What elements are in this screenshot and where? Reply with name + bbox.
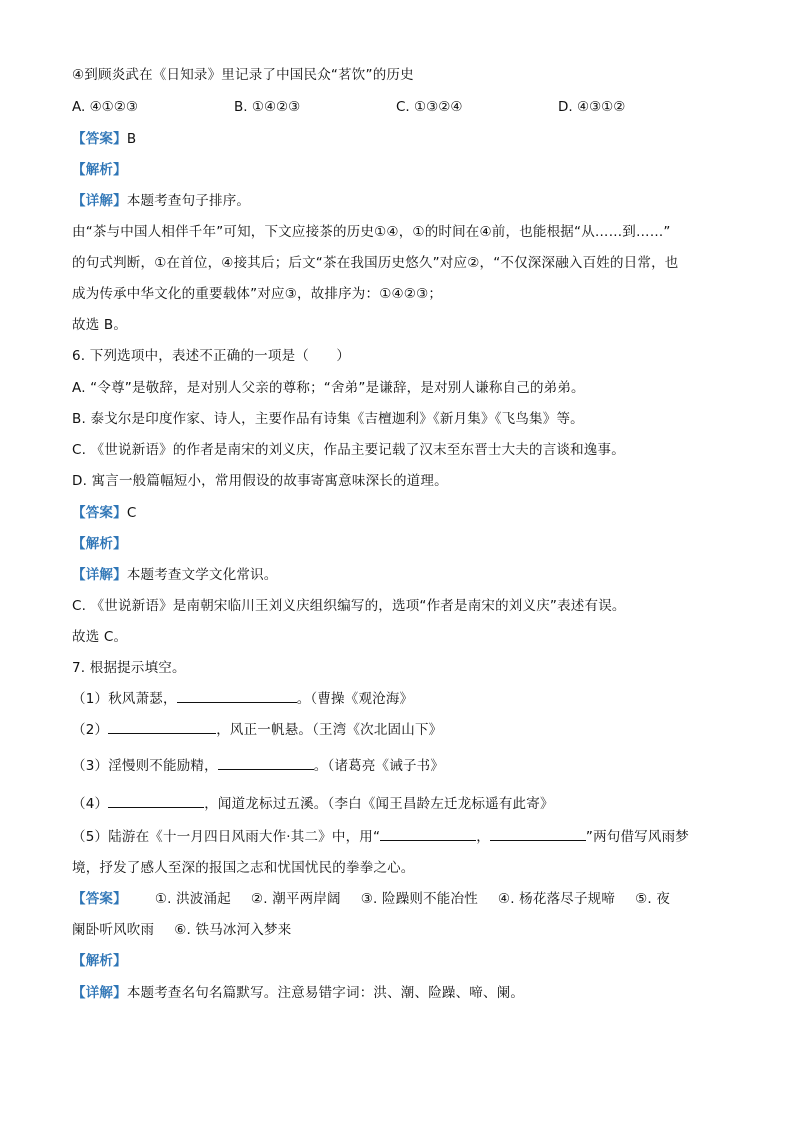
q6-conclusion: 故选 C。	[72, 629, 128, 645]
answer-tag: 【答案】	[72, 891, 127, 907]
q7-answer	[72, 890, 670, 908]
analysis-tag: 【解析】	[72, 536, 127, 552]
q7-item-5-continuation: 境，抒发了感人至深的报国之志和忧国忧民的拳拳之心。	[72, 860, 415, 876]
fill-blank	[218, 757, 314, 770]
fill-blank	[490, 828, 586, 841]
item-text: （3）淫慢则不能励精，	[72, 758, 218, 774]
q6-explanation-line: C. 《世说新语》是南朝宋临川王刘义庆组织编写的，选项“作者是南宋的刘义庆”表述有误。	[72, 598, 626, 614]
fill-blank	[380, 828, 476, 841]
question-5-item-4: ④到顾炎武在《日知录》里记录了中国民众“茗饮”的历史	[72, 67, 414, 83]
q5-answer	[72, 130, 136, 148]
item-text: ”两句借写风雨梦	[585, 829, 689, 845]
fill-blank	[177, 690, 297, 703]
detail-text: 本题考查文学文化常识。	[126, 567, 278, 583]
answer-blank-2: ②. 潮平两岸阔	[250, 891, 341, 907]
answer-blank-3: ③. 险躁则不能冶性	[360, 891, 478, 907]
detail-text: 本题考查名句名篇默写。注意易错字词：洪、潮、险躁、啼、阑。	[126, 985, 525, 1001]
item-text: （4）	[72, 796, 109, 812]
q7-item-4	[72, 795, 554, 813]
detail-text: 本题考查句子排序。	[126, 193, 251, 209]
answer-blank-6: ⑥. 铁马冰河入梦来	[174, 922, 292, 938]
item-separator: ，	[476, 829, 490, 845]
q7-analysis-heading	[72, 952, 127, 970]
q7-stem: 7. 根据提示填空。	[72, 660, 186, 676]
q6-option-b: B. 泰戈尔是印度作家、诗人，主要作品有诗集《吉檀迦利》《新月集》《飞鸟集》等。	[72, 411, 584, 427]
answer-value: C	[126, 505, 137, 521]
analysis-tag: 【解析】	[72, 162, 127, 178]
q7-item-3	[72, 757, 444, 775]
q5-conclusion: 故选 B。	[72, 317, 128, 333]
analysis-tag: 【解析】	[72, 953, 127, 969]
q5-option-d: D. ④③①②	[558, 99, 626, 115]
fill-blank	[108, 795, 204, 808]
q7-item-2	[72, 721, 442, 739]
q7-item-1	[72, 690, 413, 708]
q5-explanation-line: 成为传承中华文化的重要载体”对应③，故排序为：①④②③；	[72, 286, 443, 302]
q5-option-a: A. ④①②③	[72, 99, 138, 115]
item-source: ，闻道龙标过五溪。（李白《闻王昌龄左迁龙标遥有此寄》	[204, 796, 554, 812]
answer-blank-4: ④. 杨花落尽子规啼	[497, 891, 616, 907]
q6-option-d: D. 寓言一般篇幅短小，常用假设的故事寄寓意味深长的道理。	[72, 473, 448, 489]
item-source: 。（诸葛亮《诫子书》	[313, 758, 445, 774]
q7-item-5	[72, 828, 689, 846]
q5-explanation-line: 的句式判断，①在首位，④接其后；后文“茶在我国历史悠久”对应②，“不仅深深融入百姓的日常，也	[72, 255, 679, 271]
answer-blank-5: ⑤. 夜	[635, 891, 671, 907]
q6-detail	[72, 566, 278, 584]
q5-explanation-line: 由“茶与中国人相伴千年”可知，下文应接茶的历史①④，①的时间在④前，也能根据“从……到……”	[72, 224, 671, 240]
item-source: 。（曹操《观沧海》	[296, 691, 414, 707]
q6-analysis-heading	[72, 535, 127, 553]
detail-tag: 【详解】	[72, 985, 127, 1001]
q5-detail	[72, 192, 250, 210]
answer-blank-5-cont: 阑卧听风吹雨	[72, 922, 155, 938]
q5-option-c: C. ①③②④	[396, 99, 463, 115]
item-text: （2）	[72, 722, 109, 738]
answer-tag: 【答案】	[72, 131, 127, 147]
q5-option-b: B. ①④②③	[234, 99, 301, 115]
item-text: （5）陆游在《十一月四日风雨大作·其二》中，用“	[72, 829, 381, 845]
answer-value: B	[126, 131, 137, 147]
q6-answer	[72, 504, 136, 522]
answer-blank-1: ①. 洪波涌起	[154, 891, 231, 907]
fill-blank	[108, 721, 216, 734]
detail-tag: 【详解】	[72, 567, 127, 583]
q7-detail	[72, 984, 524, 1002]
q6-stem: 6. 下列选项中，表述不正确的一项是（ ）	[72, 348, 351, 364]
q7-answer-continuation	[72, 921, 311, 939]
answer-tag: 【答案】	[72, 505, 127, 521]
detail-tag: 【详解】	[72, 193, 127, 209]
item-text: （1）秋风萧瑟，	[72, 691, 177, 707]
q6-option-a: A. “令尊”是敬辞，是对别人父亲的尊称；“舍弟”是谦辞，是对别人谦称自己的弟弟。	[72, 380, 585, 396]
q6-option-c: C. 《世说新语》的作者是南宋的刘义庆，作品主要记载了汉末至东晋士大夫的言谈和逸事。	[72, 442, 625, 458]
q5-analysis-heading	[72, 161, 127, 179]
item-source: ，风正一帆悬。（王湾《次北固山下》	[216, 722, 443, 738]
